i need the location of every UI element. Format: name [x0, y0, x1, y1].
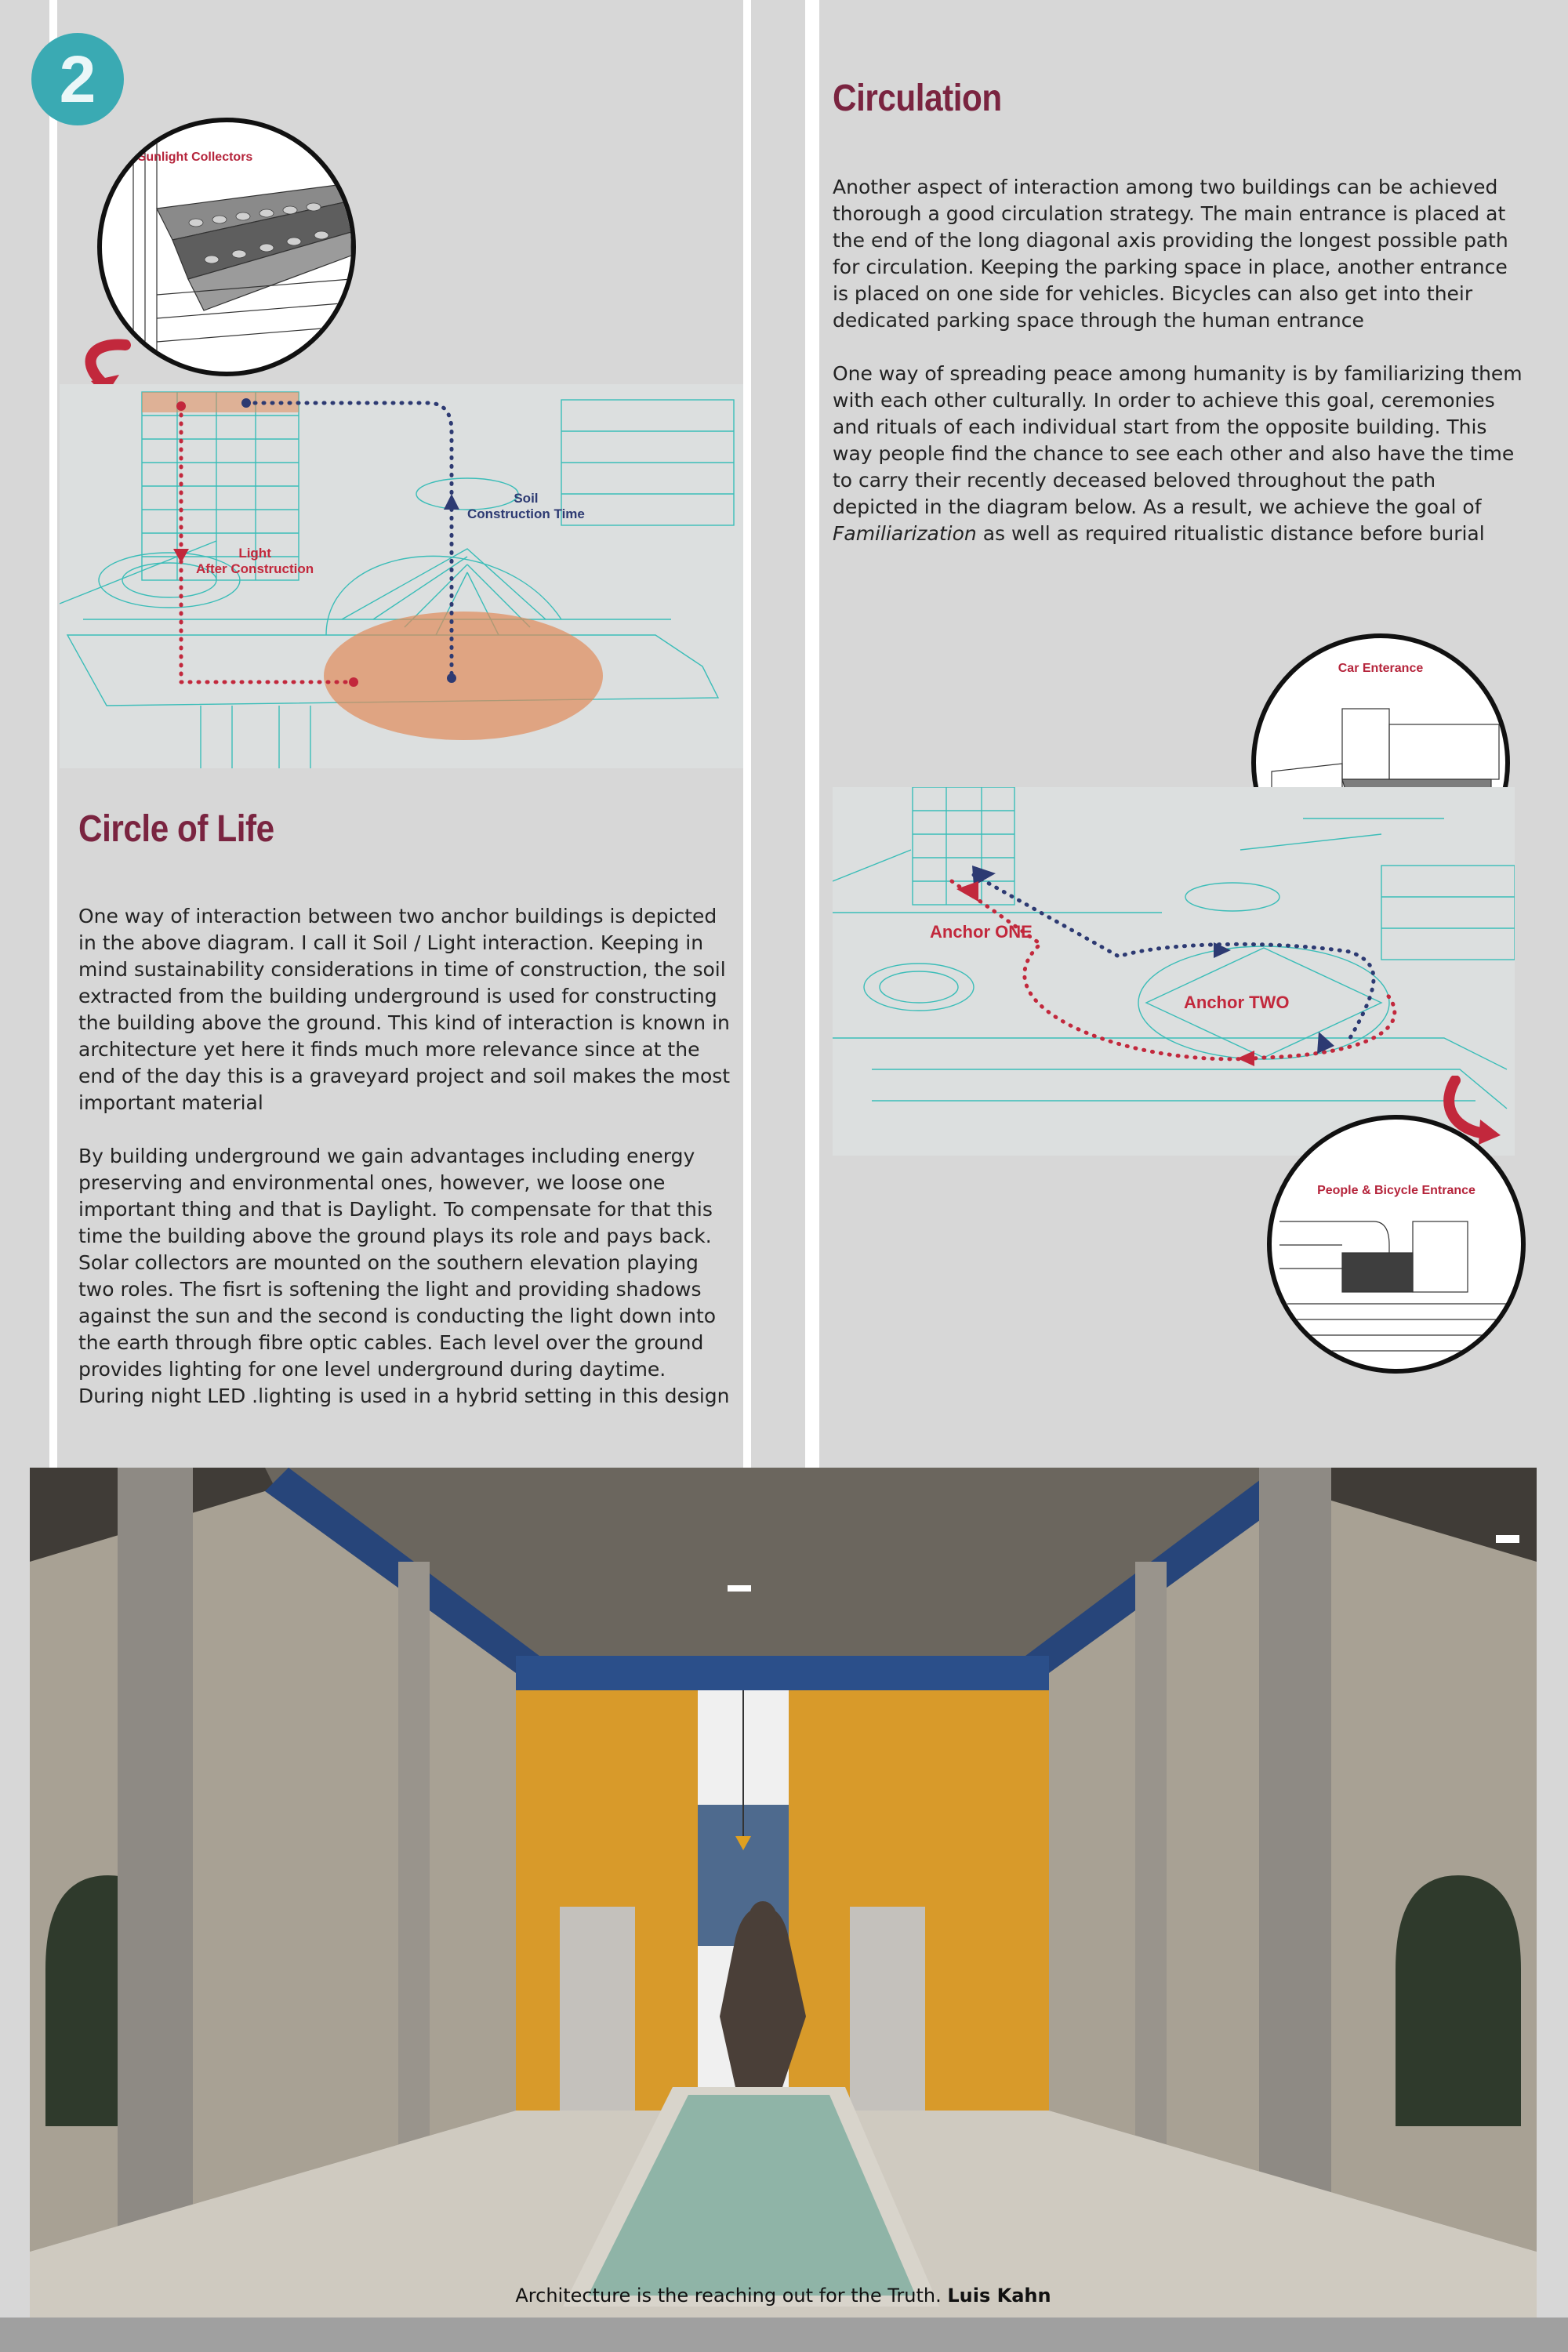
soil-label-line1: Soil — [514, 491, 539, 506]
soil-label — [467, 491, 585, 522]
column-divider — [743, 0, 751, 1468]
soil-light-diagram — [60, 384, 743, 768]
page-number-badge: 2 — [31, 33, 124, 125]
interior-render — [30, 1468, 1537, 2318]
familiarization-emphasis: Familiarization — [833, 522, 977, 545]
people-entrance-drawing — [1272, 1120, 1521, 1369]
column-divider — [805, 0, 813, 1468]
architecture-quote — [30, 2285, 1537, 2307]
circulation-diagram — [833, 787, 1515, 1156]
light-label — [196, 546, 314, 577]
circulation-paragraph-1: Another aspect of interaction among two buildings can be achieved thorough a good circulation strategy. The main entrance is placed at the end of the long diagonal axis providing the longest possible path for circulation. Keeping the parking space in place, another entrance is placed on one side for vehicles. Bicycles can also get into their dedicated parking space through the human entrance — [833, 176, 1508, 332]
circulation-heading: Circulation — [833, 78, 1002, 119]
circulation-paragraph-2-text: One way of spreading peace among humanity is by familiarizing them with each other culturally. In order to achieve this goal, ceremonies and rituals of each individual start from the opposite building. This way people find the chance to see each other and also have the time to carry their recently deceased beloved throughout the path depicted in the diagram below. As a result, we achieve the goal of — [833, 362, 1523, 518]
quote-text: Architecture is the reaching out for the Truth. — [515, 2285, 948, 2307]
circle-of-life-paragraph-1: One way of interaction between two anchor buildings is depicted in the above diagram. I call it Soil / Light interaction. Keeping in mind sustainability considerations in time of construction, the soil extracted from the building underground is used for constructing the building above the ground. This kind of interaction is known in architecture yet here it finds much more relevance since at the end of the day this is a graveyard project and soil makes the most important material — [78, 905, 731, 1114]
column-divider — [49, 0, 57, 1468]
interior-render-drawing — [30, 1468, 1537, 2318]
people-entrance-inset — [1267, 1115, 1526, 1374]
sunlight-collectors-inset — [97, 118, 356, 376]
circle-of-life-paragraph-2: By building underground we gain advantages including energy preserving and environmental ones, however, we loose one important thing and that is Daylight. To compensate for that this time the building above the ground plays its role and pays back. Solar collectors are mounted on the southern elevation playing two roles. The fisrt is softening the light and providing shadows against the sun and the second is conducting the light down into the earth through fibre optic cables. Each level over the ground provides lighting for one level underground during daytime. During night LED .lighting is used in a hybrid setting in this design — [78, 1145, 730, 1407]
bottom-band — [0, 2318, 1568, 2352]
light-label-line2: After Construction — [196, 561, 314, 576]
people-entrance-label: People & Bicycle Entrance — [1317, 1184, 1475, 1197]
circulation-paragraph-2 — [833, 361, 1523, 547]
light-label-line1: Light — [238, 546, 271, 561]
soil-label-line2: Construction Time — [467, 506, 585, 521]
sunlight-collectors-label: Sunlight Collectors — [137, 151, 253, 164]
column-divider — [813, 0, 819, 1468]
anchor-one-label: Anchor ONE — [930, 922, 1033, 942]
circle-of-life-heading: Circle of Life — [78, 808, 274, 850]
circulation-paragraph-2-end: as well as required ritualistic distance before burial — [976, 522, 1485, 545]
quote-author: Luis Kahn — [947, 2285, 1051, 2307]
car-entrance-label: Car Enterance — [1338, 662, 1424, 675]
anchor-two-label: Anchor TWO — [1184, 993, 1290, 1012]
